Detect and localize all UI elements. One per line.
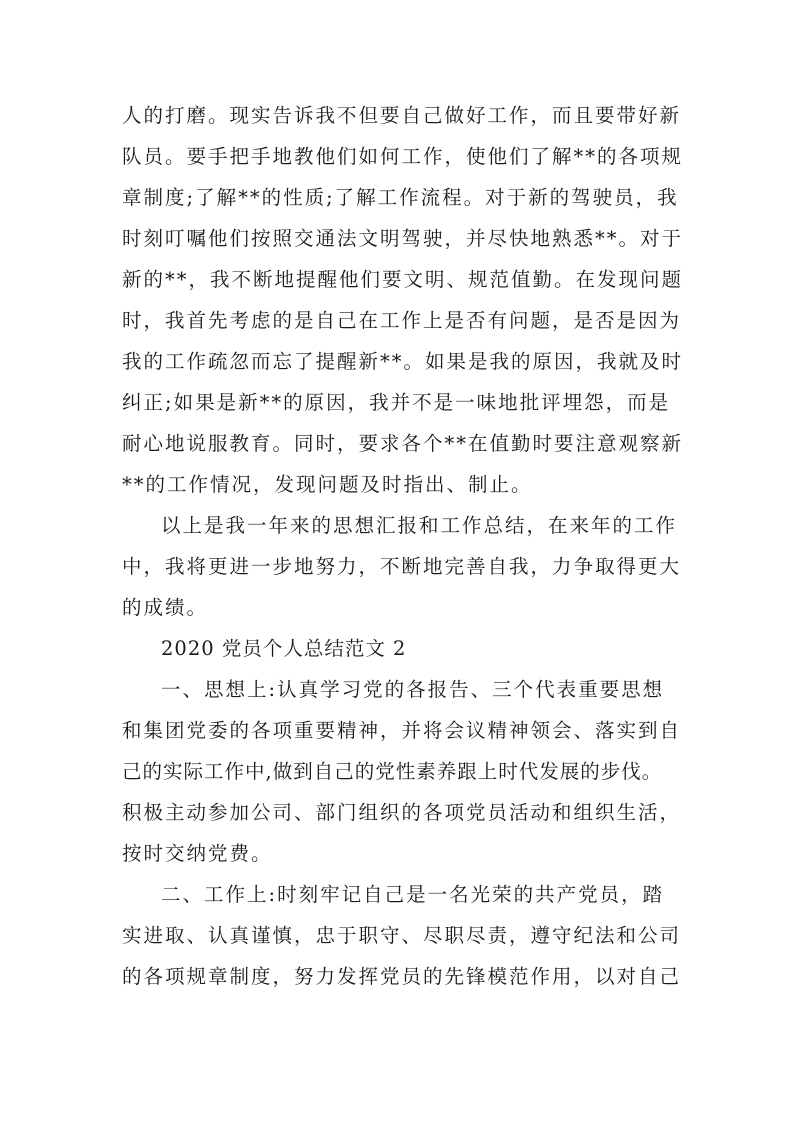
body-text-line: 二、工作上:时刻牢记自己是一名光荣的共产党员，踏 xyxy=(161,883,665,906)
body-text-line: 纠正;如果是新**的原因，我并不是一味地批评埋怨，而是 xyxy=(122,391,671,414)
body-text-line: 新的**，我不断地提醒他们要文明、规范值勤。在发现问题 xyxy=(122,268,684,291)
section-heading: 2020 党员个人总结范文 2 xyxy=(161,637,407,660)
body-text-line: 的各项规章制度，努力发挥党员的先锋模范作用，以对自己 xyxy=(122,965,682,988)
body-text-line: 一、思想上:认真学习党的各报告、三个代表重要思想 xyxy=(161,678,665,701)
body-text-line: 时刻叮嘱他们按照交通法文明驾驶，并尽快地熟悉**。对于 xyxy=(122,227,684,250)
body-text-line: 实进取、认真谨慎，忠于职守、尽职尽责，遵守纪法和公司 xyxy=(122,924,682,947)
body-text-line: 和集团党委的各项重要精神，并将会议精神领会、落实到自 xyxy=(122,719,682,742)
body-text-line: 按时交纳党费。 xyxy=(122,842,273,865)
body-text-line: 积极主动参加公司、部门组织的各项党员活动和组织生活， xyxy=(122,801,682,824)
body-text-line: 我的工作疏忽而忘了提醒新**。如果是我的原因，我就及时 xyxy=(122,350,684,373)
body-text-line: 以上是我一年来的思想汇报和工作总结，在来年的工作 xyxy=(161,514,678,537)
body-text-line: 己的实际工作中,做到自己的党性素养跟上时代发展的步伐。 xyxy=(122,760,663,783)
body-text-line: 中，我将更进一步地努力，不断地完善自我，力争取得更大 xyxy=(122,555,682,578)
body-text-line: 队员。要手把手地教他们如何工作，使他们了解**的各项规 xyxy=(122,145,684,168)
body-text-line: **的工作情况，发现问题及时指出、制止。 xyxy=(122,473,533,496)
body-text-line: 时，我首先考虑的是自己在工作上是否有问题，是否是因为 xyxy=(122,309,682,332)
body-text-line: 耐心地说服教育。同时，要求各个**在值勤时要注意观察新 xyxy=(122,432,684,455)
body-text-line: 章制度;了解**的性质;了解工作流程。对于新的驾驶员，我 xyxy=(122,186,679,209)
body-text-line: 的成绩。 xyxy=(122,596,209,619)
body-text-line: 人的打磨。现实告诉我不但要自己做好工作，而且要带好新 xyxy=(122,104,682,127)
